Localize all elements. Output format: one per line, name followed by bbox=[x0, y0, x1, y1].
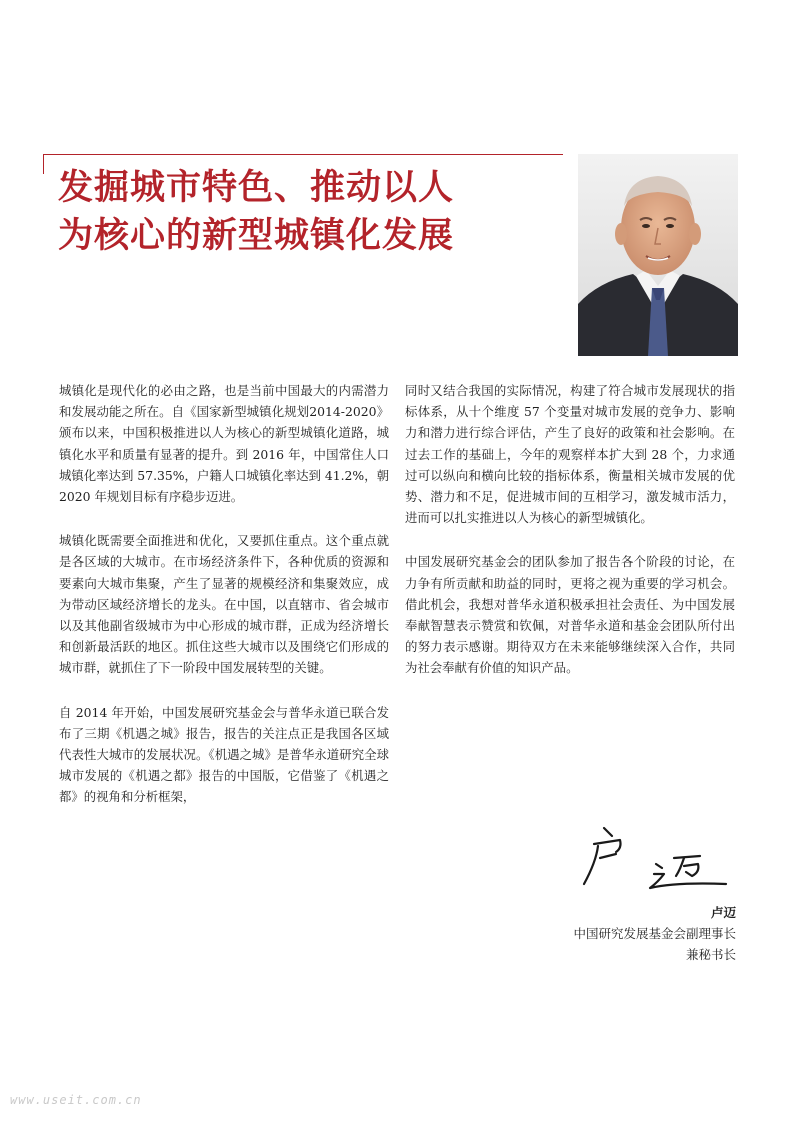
article-title bbox=[58, 164, 558, 260]
paragraph: 城镇化是现代化的必由之路，也是当前中国最大的内需潜力和发展动能之所在。自《国家新型城镇化规划2014-2020》颁布以来，中国积极推进以人为核心的新型城镇化道路，城镇化水平和质量有显著的提升。到 2016 年，中国常住人口城镇化率达到 57.35%，户籍人口城镇化率达到 41.2%，朝 2020 年规划目标有序稳步迈进。 bbox=[59, 383, 389, 505]
handwritten-signature bbox=[576, 822, 736, 892]
paragraph: 城镇化既需要全面推进和优化，又要抓住重点。这个重点就是各区域的大城市。在市场经济条件下，各种优质的资源和要素向大城市集聚，产生了显著的规模经济和集聚效应，成为带动区域经济增长的龙头。在中国，以直辖市、省会城市以及其他副省级城市为中心形成的城市群，正成为经济增长和创新最活跃的地区。抓住这些大城市以及围绕它们形成的城市群，就抓住了下一阶段中国发展转型的关键。 bbox=[59, 533, 389, 676]
paragraph: 同时又结合我国的实际情况，构建了符合城市发展现状的指标体系，从十个维度 57 个变量对城市发展的竞争力、影响力和潜力进行综合评估，产生了良好的政策和社会影响。在过去工作的基础上，今年的观察样本扩大到 28 个，力求通过可以纵向和横向比较的指标体系，衡量相关城市发展的优势、潜力和不足，促进城市间的互相学习，激发城市活力，进而可以扎实推进以人为核心的新型城镇化。 bbox=[405, 383, 735, 526]
body-column-right bbox=[405, 380, 735, 702]
article-title-line-1: 发掘城市特色、推动以人 bbox=[58, 167, 455, 208]
author-portrait bbox=[578, 154, 738, 356]
paragraph: 中国发展研究基金会的团队参加了报告各个阶段的讨论，在力争有所贡献和助益的同时，更将之视为重要的学习机会。借此机会，我想对普华永道积极承担社会责任、为中国发展奉献智慧表示赞赏和钦佩，对普华永道和基金会团队所付出的努力表示感谢。期待双方在未来能够继续深入合作，共同为社会奉献有价值的知识产品。 bbox=[405, 554, 735, 676]
title-rule bbox=[43, 154, 563, 155]
signer-title-line-2: 兼秘书长 bbox=[685, 947, 736, 962]
body-column-left bbox=[59, 380, 389, 831]
portrait-image bbox=[578, 154, 738, 356]
paragraph: 自 2014 年开始，中国发展研究基金会与普华永道已联合发布了三期《机遇之城》报告，报告的关注点正是我国各区域代表性大城市的发展状况。《机遇之城》是普华永道研究全球城市发展的《机遇之都》报告的中国版，它借鉴了《机遇之都》的视角和分析框架， bbox=[59, 704, 389, 805]
signer-title-line-1: 中国研究发展基金会副理事长 bbox=[573, 926, 736, 941]
site-watermark: www.useit.com.cn bbox=[10, 1093, 142, 1107]
signer-name: 卢迈 bbox=[710, 905, 736, 920]
signature-block bbox=[573, 902, 736, 965]
article-title-line-2: 为核心的新型城镇化发展 bbox=[58, 215, 455, 256]
title-rule-tick bbox=[43, 154, 44, 174]
